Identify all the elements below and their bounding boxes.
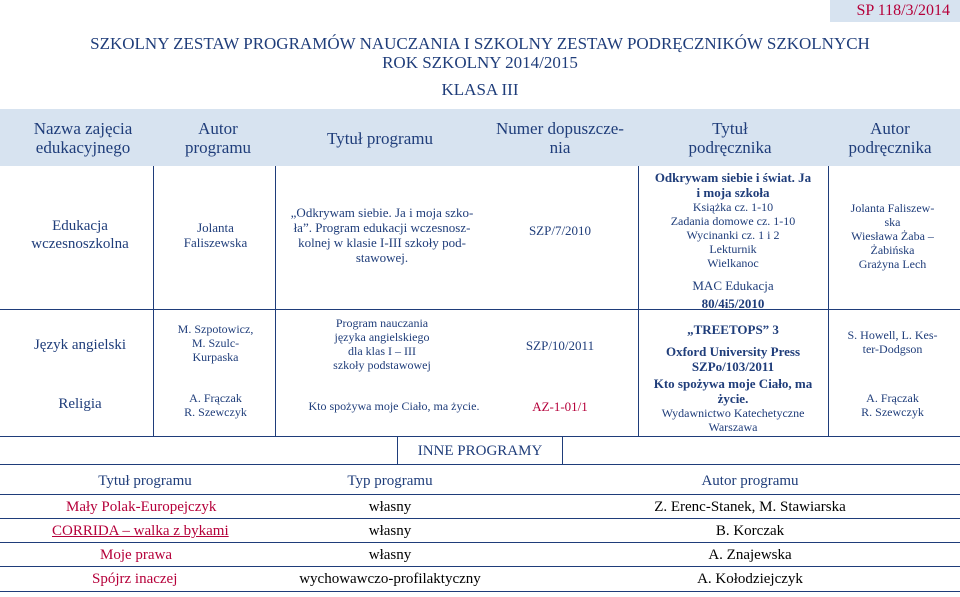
row3-textbook: Kto spożywa moje Ciało, ma życie. Wydawnictwo Katechetyczne Warszawa — [653, 376, 813, 434]
list-item: Moje prawa — [100, 547, 173, 563]
grid-line — [0, 494, 960, 495]
row1-author: Jolanta Faliszewska — [183, 220, 248, 250]
list-item: wychowawczo-profilaktyczny — [299, 571, 481, 587]
header-textbook-author: Autor podręcznika — [848, 119, 932, 157]
list-item: B. Korczak — [715, 523, 785, 539]
class-label: KLASA III — [441, 80, 519, 99]
grid-line — [828, 166, 829, 436]
grid-line — [638, 166, 639, 436]
header-approval-number: Numer dopuszcze- nia — [496, 119, 624, 157]
header-program-title: Tytuł programu — [327, 128, 433, 148]
row2-textbook: „TREETOPS” 3 Oxford University Press SZPo/103/2011 — [665, 322, 801, 374]
row1-number: SZP/7/2010 — [528, 222, 592, 238]
row2-number: SZP/10/2011 — [525, 337, 595, 353]
row2-author: M. Szpotowicz, M. Szulc- Kurpaska — [177, 322, 254, 364]
grid-line — [562, 436, 563, 464]
other-col-title: Tytuł programu — [98, 473, 192, 489]
row3-program: Kto spożywa moje Ciało, ma życie. — [308, 399, 480, 413]
grid-line — [0, 591, 960, 592]
list-item: A. Znajewska — [708, 547, 792, 563]
list-item: własny — [368, 523, 412, 539]
grid-line — [0, 542, 960, 543]
document-code-text: SP 118/3/2014 — [856, 2, 950, 19]
other-col-author: Autor programu — [701, 473, 799, 489]
document-code — [830, 0, 960, 22]
grid-line — [0, 436, 960, 437]
grid-line — [0, 464, 960, 465]
page-title — [0, 34, 960, 72]
title-line-2: ROK SZKOLNY 2014/2015 — [382, 53, 578, 72]
row2-program: Program nauczania języka angielskiego dla klas I – III szkoły podstawowej — [333, 316, 431, 372]
other-programs-heading: INNE PROGRAMY — [417, 443, 543, 459]
header-textbook-title: Tytuł podręcznika — [688, 119, 772, 157]
list-item: Z. Erenc-Stanek, M. Stawiarska — [654, 499, 846, 515]
row2-subject: Język angielski — [33, 337, 127, 353]
list-item: własny — [368, 499, 412, 515]
list-item: własny — [368, 547, 412, 563]
row1-subject: Edukacja wczesnoszkolna — [31, 218, 129, 252]
row3-subject: Religia — [58, 396, 102, 412]
grid-line — [153, 166, 154, 436]
row2-textbook-authors: S. Howell, L. Kes- ter-Dodgson — [847, 328, 938, 356]
row1-textbook-authors: Jolanta Faliszew- ska Wiesława Żaba – Żabińska Grażyna Lech — [850, 201, 935, 271]
list-item[interactable]: CORRIDA – walka z bykami — [52, 523, 229, 539]
list-item: A. Kołodziejczyk — [697, 571, 803, 587]
header-subject: Nazwa zajęcia edukacyjnego — [33, 119, 133, 157]
header-program-author: Autor programu — [184, 119, 252, 157]
other-col-type: Typ programu — [347, 473, 433, 489]
row3-textbook-authors: A. Frączak R. Szewczyk — [861, 391, 924, 419]
list-item: Spójrz inaczej — [92, 571, 178, 587]
list-item: Mały Polak-Europejczyk — [66, 499, 217, 515]
grid-line — [0, 566, 960, 567]
title-line-1: SZKOLNY ZESTAW PROGRAMÓW NAUCZANIA I SZKOLNY ZESTAW PODRĘCZNIKÓW SZKOLNYCH — [90, 34, 870, 53]
row3-author: A. Frączak R. Szewczyk — [184, 391, 247, 419]
row1-textbook: Odkrywam siebie i świat. Ja i moja szkoła Książka cz. 1-10 Zadania domowe cz. 1-10 Wycinanki cz. 1 i 2 Lekturnik Wielkanoc MAC Edukacja 80/4i5/2010 — [654, 170, 812, 311]
grid-line — [0, 518, 960, 519]
row1-program: „Odkrywam siebie. Ja i moja szko- ła”. Program edukacji wczesnosz- kolnej w klasie I-III szkoły pod- stawowej. — [290, 205, 474, 265]
grid-line — [275, 166, 276, 436]
row3-number: AZ-1-01/1 — [532, 398, 588, 414]
